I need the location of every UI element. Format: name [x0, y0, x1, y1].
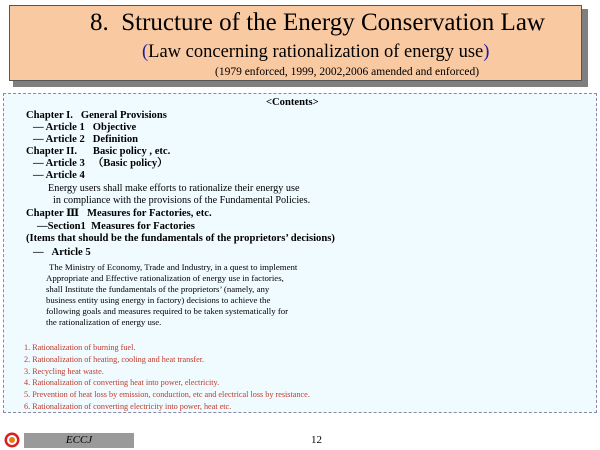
article-4-text-line: in compliance with the provisions of the Fundamental Policies.: [53, 195, 311, 206]
eccj-label: ECCJ: [24, 433, 134, 448]
chapter-2: Chapter II. Basic policy , etc.: [26, 146, 171, 157]
list-item: 6. Rationalization of converting electricity into power, heat etc.: [24, 402, 232, 411]
article-2: — Article 2 Definition: [33, 134, 139, 145]
subtitle-text: Law concerning rationalization of energy use: [148, 42, 484, 62]
chapter-3: Chapter Ⅲ Measures for Factories, etc.: [26, 208, 212, 219]
list-item: 3. Recycling heat waste.: [24, 367, 104, 376]
enforcement-dates: (1979 enforced, 1999, 2002,2006 amended and enforced): [215, 66, 480, 78]
article-5-text-line: business entity using energy in factory) decisions to achieve the: [46, 295, 271, 305]
section-1: —Section1 Measures for Factories: [37, 221, 195, 232]
list-item: 2. Rationalization of heating, cooling and heat transfer.: [24, 355, 205, 364]
contents-heading: <Contents>: [266, 97, 319, 108]
page-number: 12: [311, 434, 322, 446]
article-5-text-line: shall Institute the fundamentals of the proprietors’ (namely, any: [46, 284, 270, 294]
list-item: 4. Rationalization of converting heat into power, electricity.: [24, 378, 220, 387]
list-item: 5. Prevention of heat loss by emission, conduction, etc and electrical loss by resistance.: [24, 390, 310, 399]
slide-subtitle: [142, 42, 489, 63]
article-5-text-line: the rationalization of energy use.: [46, 317, 162, 327]
title-box: [9, 5, 582, 81]
subtitle-paren-close: ): [483, 42, 490, 62]
items-heading: (Items that should be the fundamentals of the proprietors’ decisions): [26, 233, 335, 244]
article-1: — Article 1 Objective: [33, 122, 137, 133]
article-4-text-line: Energy users shall make efforts to rationalize their energy use: [48, 183, 300, 194]
article-5: — Article 5: [33, 247, 91, 258]
chapter-1: Chapter I. General Provisions: [26, 110, 167, 121]
article-5-text-line: following goals and measures required to be taken systematically for: [46, 306, 289, 316]
article-5-text-line: Appropriate and Effective rationalization of energy use in factories,: [46, 273, 284, 283]
subtitle-paren-open: (: [142, 42, 149, 62]
eccj-logo-icon: [4, 432, 20, 448]
article-5-text-line: The Ministry of Economy, Trade and Industry, in a quest to implement: [49, 262, 298, 272]
list-item: 1. Rationalization of burning fuel.: [24, 343, 136, 352]
article-4: — Article 4: [33, 170, 85, 181]
footer: [0, 430, 600, 450]
article-3: — Article 3 （Basic policy）: [33, 158, 168, 169]
slide-title: 8. Structure of the Energy Conservation Law: [90, 9, 545, 36]
contents-box: [3, 93, 597, 413]
